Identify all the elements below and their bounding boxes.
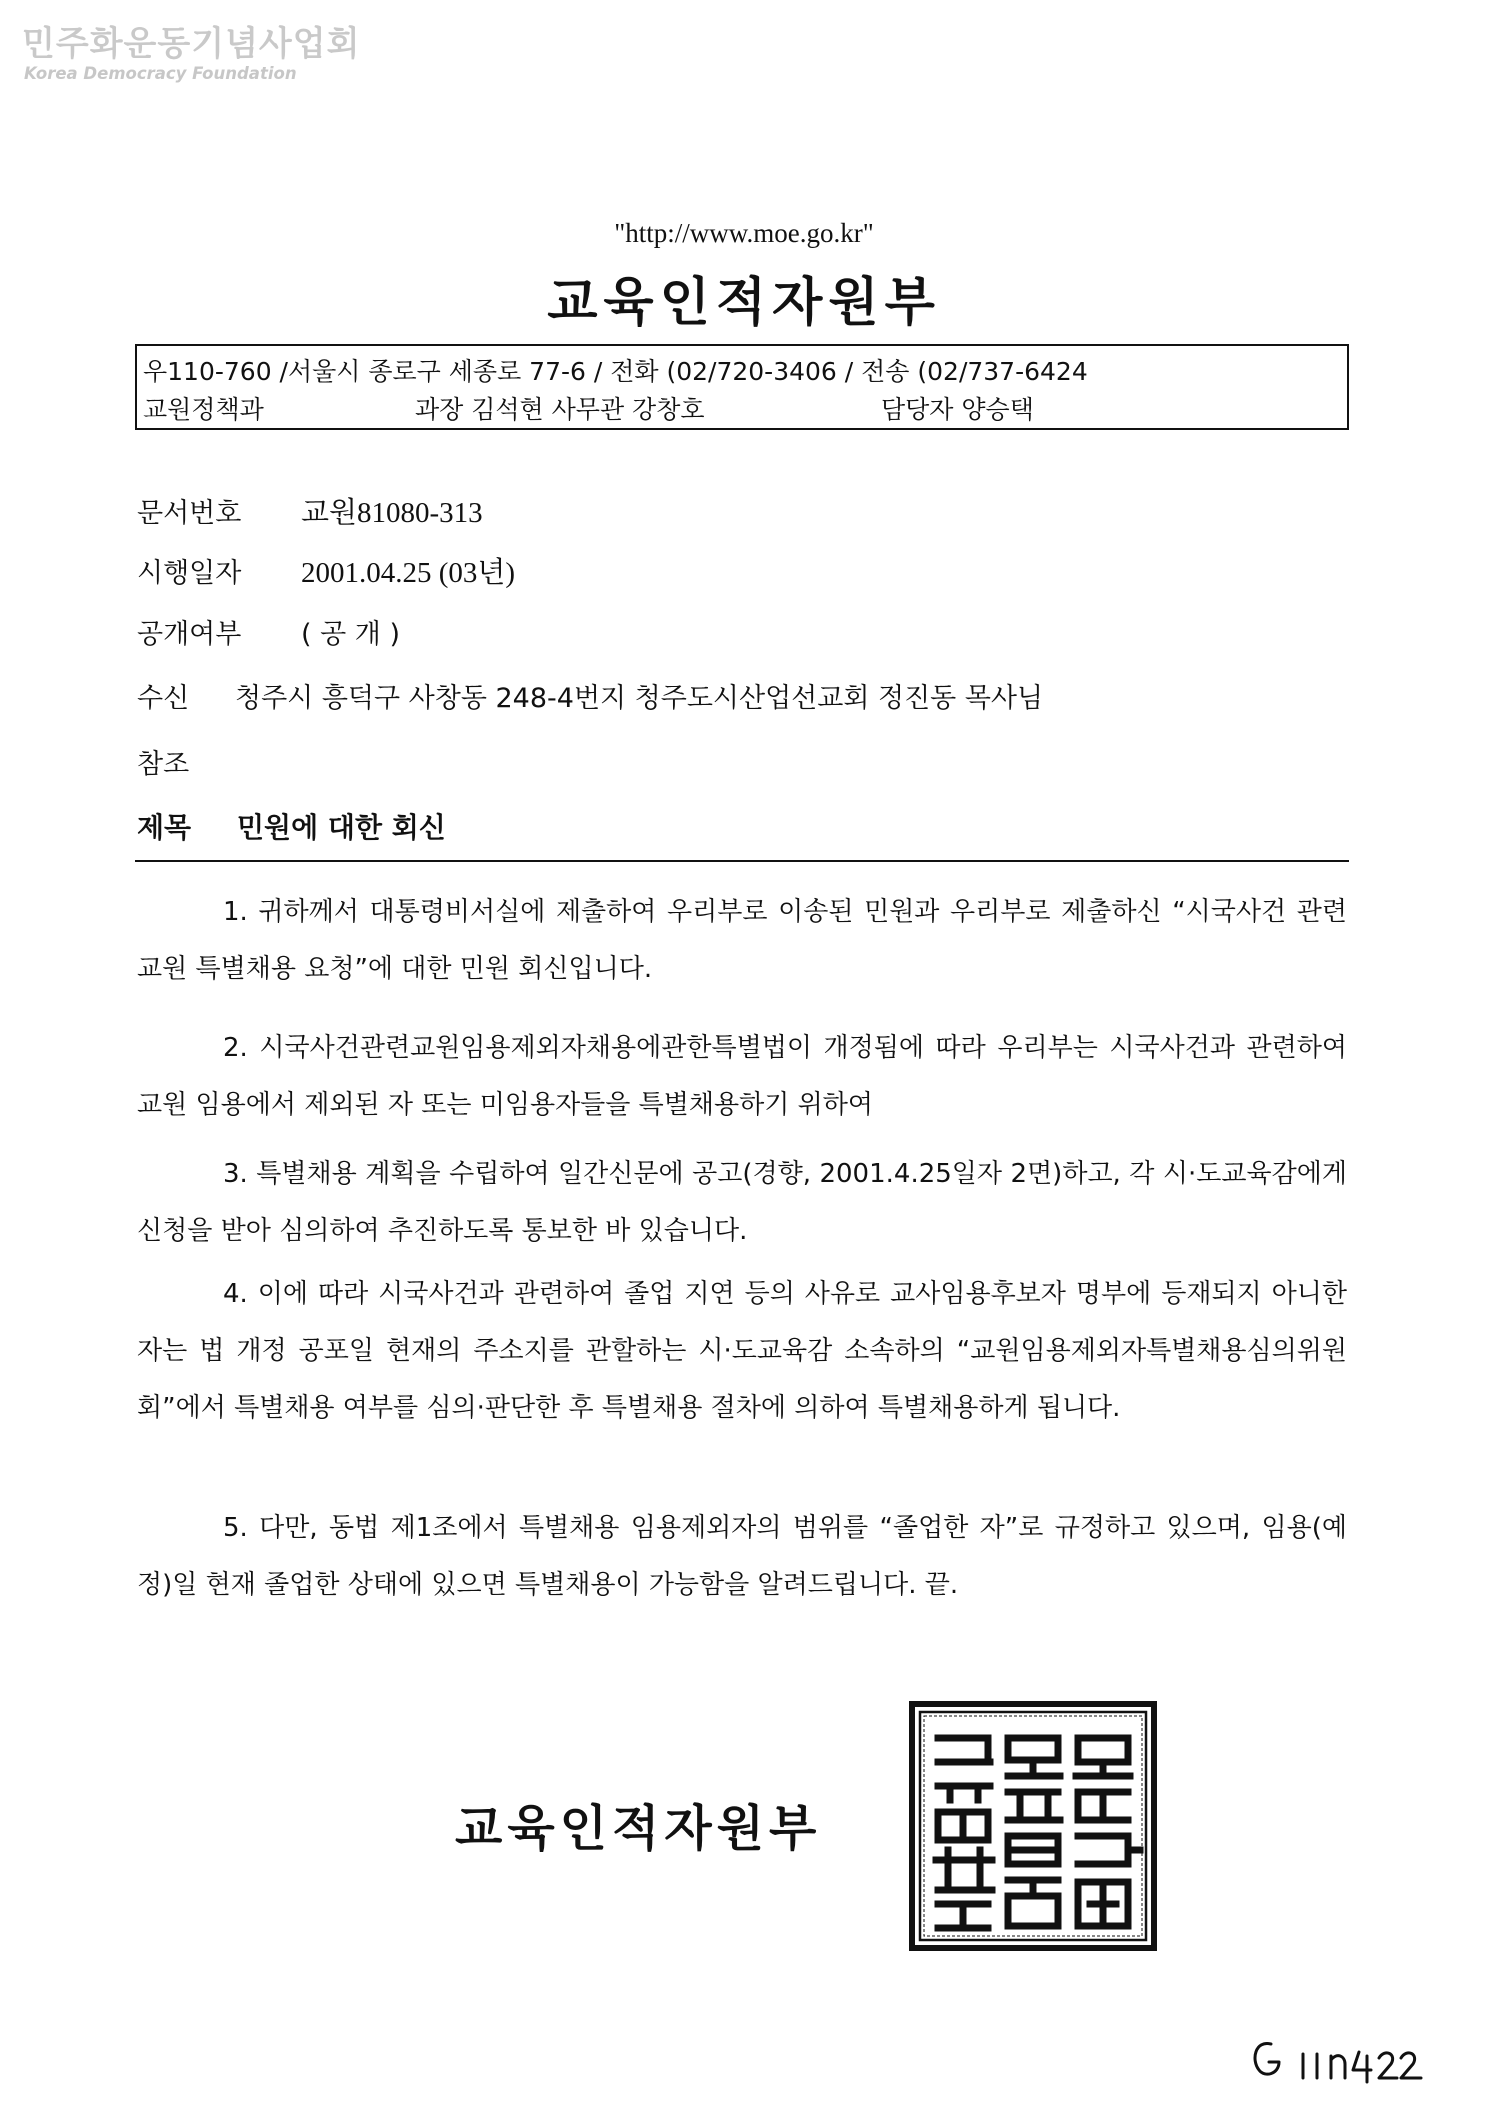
watermark-english: Korea Democracy Foundation — [24, 64, 297, 83]
effective-date-label: 시행일자 — [137, 558, 242, 589]
doc-number-row — [137, 490, 483, 531]
body-paragraph-5: 5. 다만, 동법 제1조에서 특별채용 임용제외자의 범위를 “졸업한 자”로 규정하고 있으며, 임용(예정)일 현재 졸업한 상태에 있으면 특별채용이 가능함을 알려드립니다. 끝. — [137, 1513, 1347, 1600]
reference-row — [137, 742, 301, 781]
recipient-label: 수신 — [137, 683, 190, 714]
contact-info-box — [135, 344, 1349, 430]
disclosure-row — [137, 612, 400, 651]
recipient-value: 청주시 흥덕구 사창동 248-4번지 청주도시산업선교회 정진동 목사님 — [235, 683, 1044, 714]
doc-number-value: 교원81080-313 — [301, 497, 483, 529]
reference-label: 참조 — [137, 749, 190, 780]
ministry-url: "http://www.moe.go.kr" — [614, 218, 874, 248]
watermark-korean: 민주화운동기념사업회 — [22, 24, 361, 64]
body-paragraph-1: 1. 귀하께서 대통령비서실에 제출하여 우리부로 이송된 민원과 우리부로 제출하신 “시국사건 관련 교원 특별채용 요청”에 대한 민원 회신입니다. — [137, 897, 1347, 984]
signature-ministry: 교육인적자원부 — [455, 1800, 822, 1857]
subject-divider — [135, 860, 1349, 862]
disclosure-label: 공개여부 — [137, 619, 242, 650]
body-paragraph-3: 3. 특별채용 계획을 수립하여 일간신문에 공고(경향, 2001.4.25일자 2면)하고, 각 시·도교육감에게 신청을 받아 심의하여 추진하도록 통보한 바 있습니다. — [137, 1159, 1347, 1246]
contact-person: 담당자 양승택 — [881, 395, 1034, 424]
official-seal — [908, 1700, 1158, 1952]
effective-date-value: 2001.04.25 (03년) — [301, 557, 516, 589]
doc-number-label: 문서번호 — [137, 498, 242, 529]
subject-row — [137, 806, 446, 846]
department-name: 교원정책과 — [143, 395, 264, 424]
body-paragraph-2: 2. 시국사건관련교원임용제외자채용에관한특별법이 개정됨에 따라 우리부는 시국사건과 관련하여 교원 임용에서 제외된 자 또는 미임용자들을 특별채용하기 위하여 — [137, 1033, 1347, 1120]
address-line: 우110-760 /서울시 종로구 세종로 77-6 / 전화 (02/720-3406 / 전송 (02/737-6424 — [143, 357, 1088, 386]
ministry-title: 교육인적자원부 — [547, 273, 941, 333]
subject-value: 민원에 대한 회신 — [237, 811, 446, 844]
subject-label: 제목 — [137, 811, 192, 844]
officials-line: 과장 김석현 사무관 강창호 — [415, 395, 705, 424]
recipient-row — [137, 676, 1043, 715]
body-paragraph-4: 4. 이에 따라 시국사건과 관련하여 졸업 지연 등의 사유로 교사임용후보자 명부에 등재되지 아니한 자는 법 개정 공포일 현재의 주소지를 관할하는 시·도교육감 소속하의 “교원임용제외자특별채용심의위원회”에서 특별채용 여부를 심의·판단한 후 특별채용 절차에 의하여 특별채용하게 됩니다. — [137, 1279, 1347, 1423]
effective-date-row — [137, 550, 515, 591]
disclosure-value: ( 공 개 ) — [301, 619, 400, 650]
handwritten-note — [1245, 2030, 1425, 2090]
